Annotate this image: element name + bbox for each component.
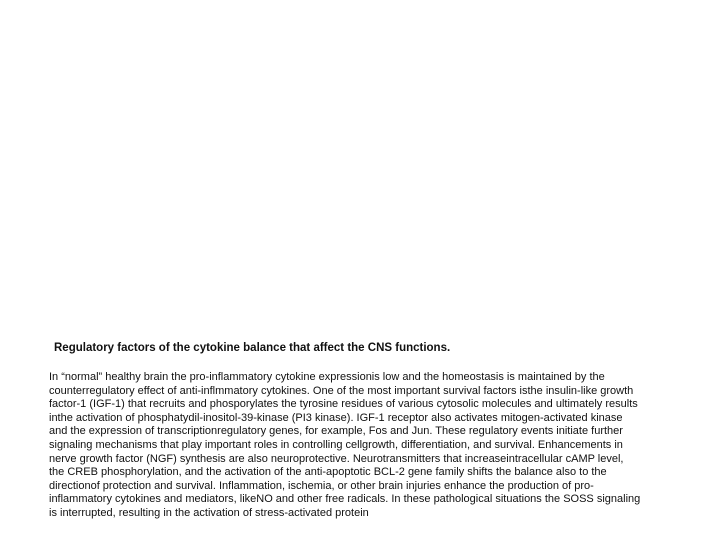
paragraph-line: nerve growth factor (NGF) synthesis are also neuroprotective. Neurotransmitters that increaseintracellular cAMP level, [49,452,624,465]
paragraph-line: In “normal” healthy brain the pro-inflammatory cytokine expressionis low and the homeostasis is maintained by the [49,371,605,383]
paragraph-line: directionof protection and survival. Inflammation, ischemia, or other brain injuries enhance the production of pro- [49,479,594,492]
paragraph-line: inflammatory cytokines and mediators, likeNO and other free radicals. In these pathological situations the SOSS signaling [49,493,641,506]
paragraph-line: signaling mechanisms that play important roles in controlling cellgrowth, differentiation, and survival. Enhancements in [49,438,623,451]
paragraph-line: inthe activation of phosphatydil-inositol-39-kinase (PI3 kinase). IGF-1 receptor also activates mitogen-activated kinase [49,411,623,424]
paragraph-line: counterregulatory effect of anti-inflmmatory cytokines. One of the most important survival factors isthe insulin-like growth [49,384,634,397]
paragraph-line: the CREB phosphorylation, and the activation of the anti-apoptotic BCL-2 gene family shifts the balance also to the [49,466,607,479]
figure-caption: Regulatory factors of the cytokine balance that affect the CNS functions. [54,342,451,354]
paragraph-line: and the expression of transcriptionregulatory genes, for example, Fos and Jun. These regulatory events initiate further [49,425,623,438]
paragraph-line: factor-1 (IGF-1) that recruits and phosporylates the tyrosine residues of various cytosolic molecules and ultimately results [49,398,638,411]
body-paragraph [49,371,703,521]
paragraph-line: is interrupted, resulting in the activation of stress-activated protein [49,506,369,519]
